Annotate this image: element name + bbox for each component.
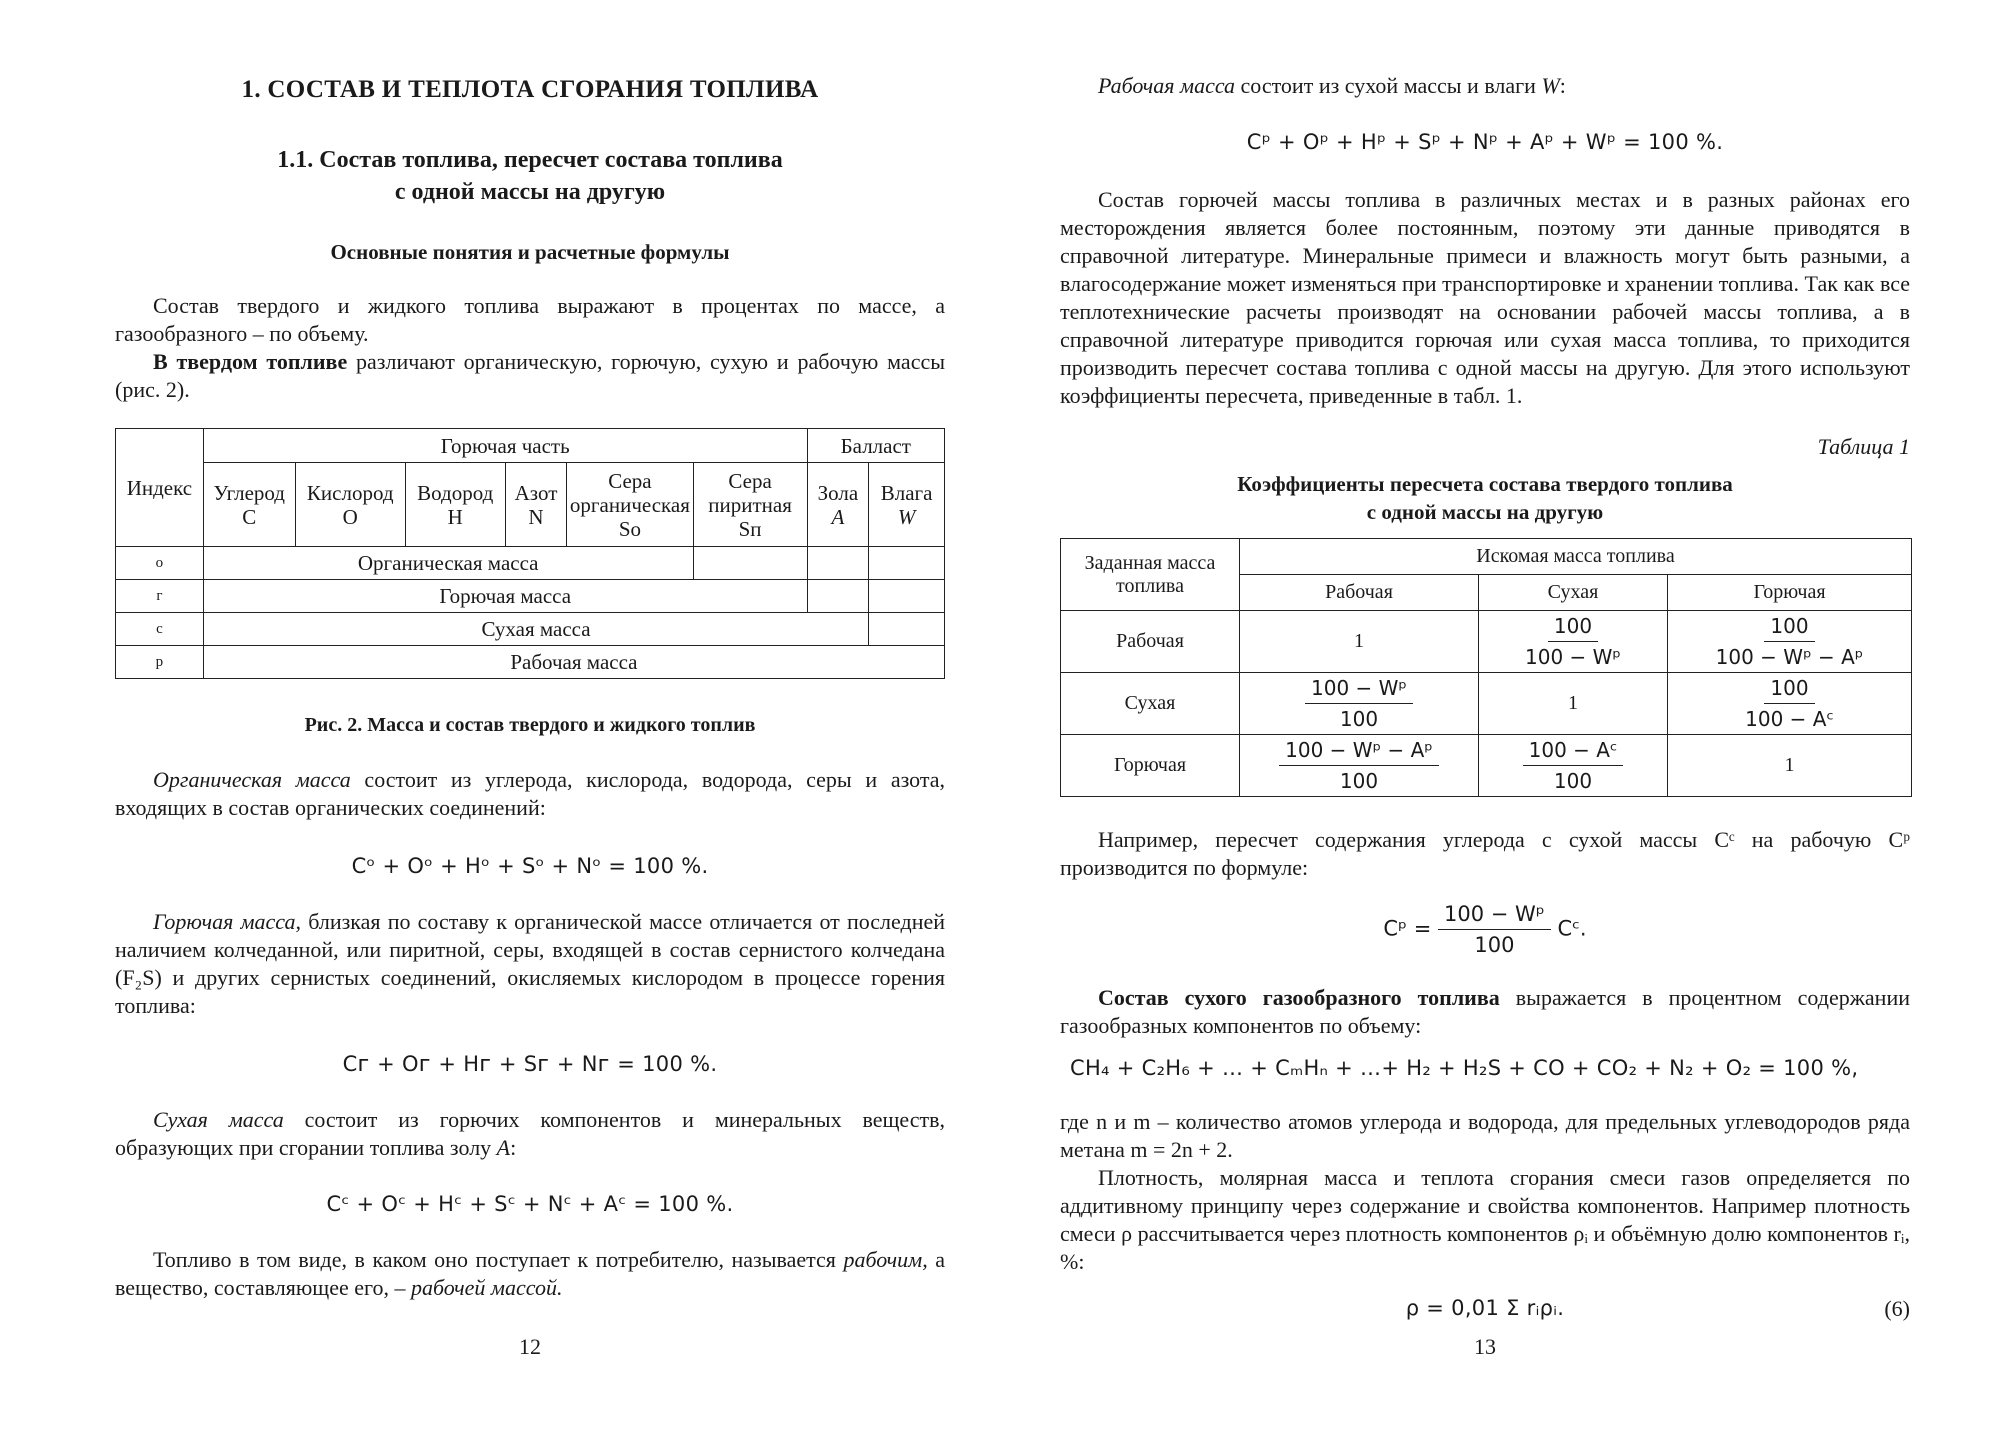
- col-carbon: Углерод C: [203, 463, 295, 547]
- header-index: Индекс: [116, 429, 204, 547]
- table-row: [1061, 673, 1912, 735]
- col-nitrogen: Азот N: [505, 463, 567, 547]
- fuel-composition-table: [115, 428, 945, 679]
- row-label: Рабочая масса: [203, 646, 944, 679]
- header-given-mass: Заданная масса топлива: [1061, 539, 1240, 611]
- table-row: с Сухая масса: [116, 613, 945, 646]
- col-moisture: Влага W: [869, 463, 945, 547]
- cell-fraction: $\frac{100}{\text{100 − Wᵖ − Aᵖ}}$: [1668, 611, 1912, 673]
- header-ballast: Балласт: [807, 429, 944, 463]
- formula-dry: Cᶜ + Oᶜ + Hᶜ + Sᶜ + Nᶜ + Aᶜ = 100 %.: [326, 1192, 734, 1216]
- col-organic-sulfur: Сера органическая So: [567, 463, 693, 547]
- section-title-line1: 1.1. Состав топлива, пересчет состава топлива: [277, 147, 783, 173]
- chapter-title: 1. СОСТАВ И ТЕПЛОТА СГОРАНИЯ ТОПЛИВА: [241, 76, 819, 103]
- cell-fraction: $\frac{\text{100 − Aᶜ}}{100}$: [1479, 735, 1668, 797]
- cell-fraction: $\frac{100}{\text{100 − Aᶜ}}$: [1668, 673, 1912, 735]
- row-label: Сухая: [1061, 673, 1240, 735]
- cell-fraction: $\frac{100}{\text{100 − Wᵖ}}$: [1479, 611, 1668, 673]
- paragraph-composition: Состав горючей массы топлива в различных местах и в разных районах его месторождения является более постоянным, поэтому эти данные приводятся в справочной литературе. Минеральные примеси и влажность могут быть разными, а влагосодержание может изменяться при транспортировке и хранении топлива. Так как все теплотехнические расчеты производят на основании рабочей массы топлива, а в справочной литературе приводится горючая или сухая масса топлива, то приходится производить пересчет состава топлива с одной массы на другую. Для этого используют коэффициенты пересчета, приведенные в табл. 1.: [1060, 187, 1910, 408]
- paragraph-working-mass: Рабочая масса состоит из сухой массы и влаги W:: [1098, 73, 1566, 98]
- cell-value: 1: [1240, 611, 1479, 673]
- table-title-line1: Коэффициенты пересчета состава твердого топлива: [1237, 472, 1733, 496]
- cell-value: 1: [1668, 735, 1912, 797]
- col-hydrogen: Водород H: [405, 463, 505, 547]
- row-label: Горючая масса: [203, 580, 807, 613]
- paragraph-dry: Сухая масса состоит из горючих компонентов и минеральных веществ, образующих при сгорании топлива золу A:: [115, 1107, 945, 1160]
- figure-caption: Рис. 2. Масса и состав твердого и жидкого топлив: [304, 714, 756, 736]
- header-sought-mass: Искомая масса топлива: [1240, 539, 1912, 575]
- row-label: Сухая масса: [203, 613, 868, 646]
- paragraph-gas: Состав сухого газообразного топлива выражается в процентном содержании газообразных компонентов по объему:: [1060, 985, 1910, 1038]
- formula-gas: CH₄ + C₂H₆ + … + CₘHₙ + …+ H₂ + H₂S + CO + CO₂ + N₂ + O₂ = 100 %,: [1070, 1056, 1859, 1080]
- formula-example: Cᵖ = $\frac{\text{100 − Wᵖ}}{100}$ Cᶜ.: [1383, 902, 1587, 957]
- bold-lead: В твердом топливе: [153, 349, 348, 374]
- formula-working: Cᵖ + Oᵖ + Hᵖ + Sᵖ + Nᵖ + Aᵖ + Wᵖ = 100 %.: [1246, 130, 1724, 154]
- table-row: о Органическая масса: [116, 547, 945, 580]
- subsection-title: Основные понятия и расчетные формулы: [330, 240, 730, 264]
- row-label: Рабочая: [1061, 611, 1240, 673]
- col-combustible: Горючая: [1668, 575, 1912, 611]
- formula-density: ρ = 0,01 Σ rᵢρᵢ.: [1405, 1296, 1565, 1320]
- formula-number: (6): [1884, 1296, 1910, 1321]
- paragraph-working: Топливо в том виде, в каком оно поступает к потребителю, называется рабочим, а вещество, составляющее его, – рабочей массой.: [115, 1247, 946, 1300]
- formula-combustible: Cᴦ + Oᴦ + Hᴦ + Sᴦ + Nᴦ = 100 %.: [342, 1052, 718, 1076]
- cell-fraction: $\frac{\text{100 − Wᵖ − Aᵖ}}{100}$: [1240, 735, 1479, 797]
- cell-fraction: $\frac{\text{100 − Wᵖ}}{100}$: [1240, 673, 1479, 735]
- paragraph-text: различают органическую, горючую, сухую и рабочую массы (рис. 2).: [115, 349, 945, 402]
- col-oxygen: Кислород O: [295, 463, 405, 547]
- page-number: 12: [519, 1334, 541, 1359]
- col-working: Рабочая: [1240, 575, 1479, 611]
- paragraph-density: Плотность, молярная масса и теплота сгорания смеси газов определяется по аддитивному принципу через содержание и свойства компонентов. Например плотность смеси ρ рассчитывается через плотность компонентов ρᵢ и объёмную долю компонентов rᵢ, %:: [1060, 1165, 1910, 1274]
- right-page: [1060, 0, 1910, 1435]
- paragraph-where: где n и m – количество атомов углерода и водорода, для предельных углеводородов ряда метана m = 2n + 2.: [1060, 1109, 1910, 1162]
- cell-value: 1: [1479, 673, 1668, 735]
- table-title-line2: с одной массы на другую: [1366, 500, 1604, 524]
- formula-organic: Cᵒ + Oᵒ + Hᵒ + Sᵒ + Nᵒ = 100 %.: [351, 854, 709, 878]
- paragraph-solid-fuel: [115, 348, 945, 404]
- table-row: [1061, 611, 1912, 673]
- table-row: г Горючая масса: [116, 580, 945, 613]
- table-row: [1061, 735, 1912, 797]
- col-dry: Сухая: [1479, 575, 1668, 611]
- col-pyrite-sulfur: Сера пиритная Sп: [693, 463, 807, 547]
- paragraph-organic: Органическая масса состоит из углерода, кислорода, водорода, серы и азота, входящих в состав органических соединений:: [115, 767, 945, 820]
- paragraph-example: Например, пересчет содержания углерода с сухой массы Cᶜ на рабочую Cᵖ производится по формуле:: [1060, 827, 1910, 880]
- col-ash: Зола A: [807, 463, 869, 547]
- paragraph-intro: Состав твердого и жидкого топлива выражают в процентах по массе, а газообразного – по объему.: [115, 293, 945, 346]
- section-title-line2: с одной массы на другую: [394, 179, 666, 205]
- row-label: Органическая масса: [203, 547, 693, 580]
- conversion-table: [1060, 538, 1912, 797]
- table-row: р Рабочая масса: [116, 646, 945, 679]
- row-label: Горючая: [1061, 735, 1240, 797]
- page-number: 13: [1474, 1334, 1496, 1359]
- header-combustible-part: Горючая часть: [203, 429, 807, 463]
- paragraph-combustible: Горючая масса, близкая по составу к органической массе отличается от последней наличием колчеданной, или пиритной, серы, входящей в состав сернистого колчедана (F₂S) и других сернистых соединений, окисляемых кислородом в процессе горения топлива:: [115, 909, 946, 1018]
- left-page: [115, 0, 945, 1435]
- table-label: Таблица 1: [1817, 434, 1910, 459]
